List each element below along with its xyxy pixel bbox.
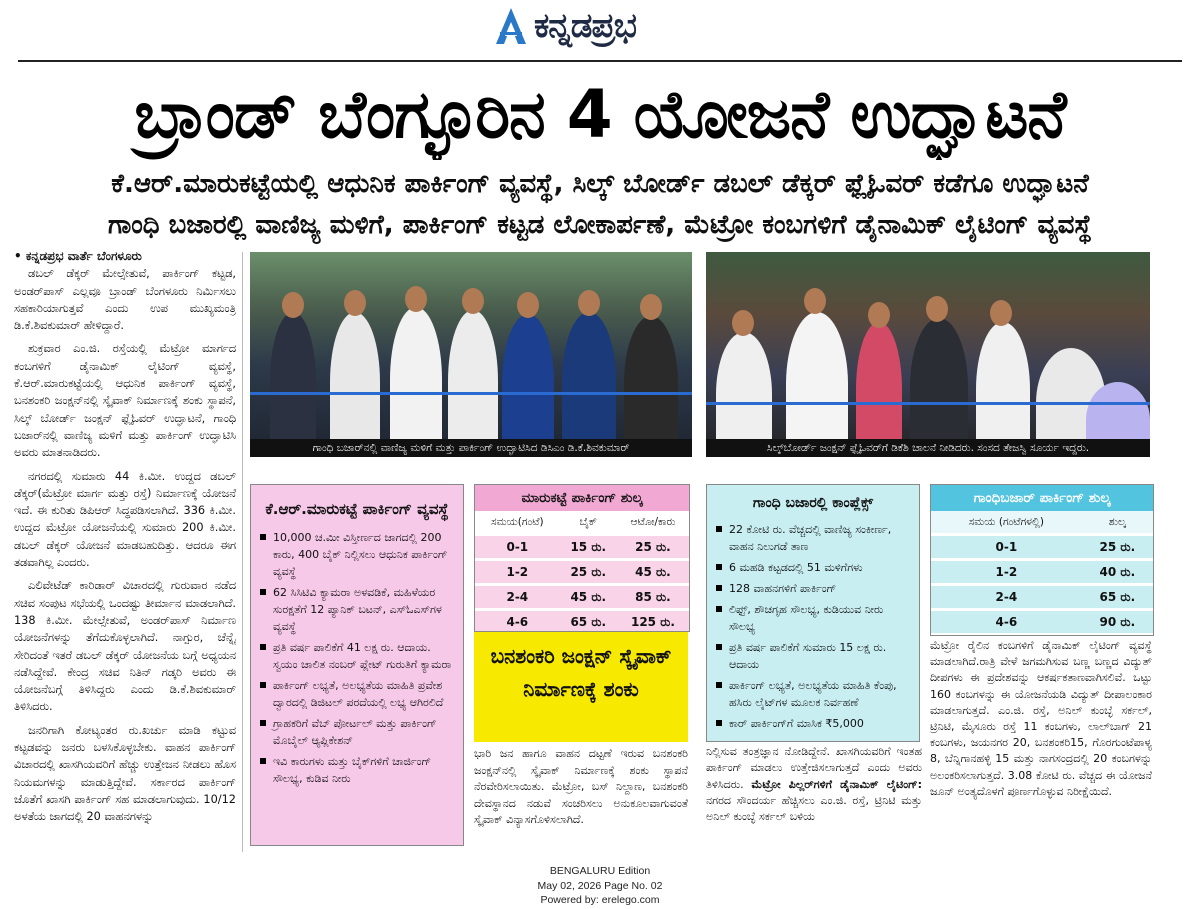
table-cell: 45 ರು. [617, 560, 689, 585]
article-text: ನಗರದ ಸೌಂದರ್ಯ ಹೆಚ್ಚಿಸಲು ಎಂ.ಜಿ. ರಸ್ತೆ, ಟ್ರಿನಿಟಿ ಮತ್ತು ಅನಿಲ್ ಕುಂಬ್ಳೆ ಸರ್ಕಲ್ ಬಳಿಯ [706, 793, 922, 824]
gandhi-bazaar-complex-box [706, 484, 920, 742]
edition-footer [500, 864, 700, 908]
column-divider [242, 252, 243, 852]
article-paragraph: ಜನರಿಗಾಗಿ ಕೋಟ್ಯಂತರ ರು.ಖರ್ಚು ಮಾಡಿ ಕಟ್ಟುವ ಕಟ್ಟಡವನ್ನು ಜನರು ಬಳಸಿಕೊಳ್ಳಬೇಕು. ವಾಹನ ಪಾರ್ಕಿಂಗ್ ವಿಚಾರದಲ್ಲಿ ಖಾಸಗಿಯವರಿಗೆ ಹೆಚ್ಚು ಉತ್ತೇಜನ ನೀಡಲು ಹೊಸ ನಿಯಮಗಳನ್ನು ಮಾಡುತ್ತಿದ್ದೇವೆ. ಸರ್ಕಾರದ ಪಾರ್ಕಿಂಗ್ ಜೊತೆಗೆ ಖಾಸಗಿ ಪಾರ್ಕಿಂಗ್ ಸಹ ಮಾಡಲಾಗುವುದು. 10/12 ಅಳತೆಯ ಜಾಗದಲ್ಲಿ 20 ವಾಹನಗಳನ್ನು [14, 723, 236, 824]
subheadline-1: ಕೆ.ಆರ್.ಮಾರುಕಟ್ಟೆಯಲ್ಲಿ ಆಧುನಿಕ ಪಾರ್ಕಿಂಗ್ ವ್ಯವಸ್ಥೆ, ಸಿಲ್ಕ್ ಬೋರ್ಡ್ ಡಬಲ್ ಡೆಕ್ಕರ್ ಫ್ಲೈಓವರ್ ಕಡೆಗೂ ಉದ್ಘಾಟನೆ [111, 169, 1089, 199]
table-row [475, 585, 689, 610]
header-cell: ಸಮಯ (ಗಂಟೆಗಳಲ್ಲಿ) [931, 511, 1082, 535]
subhead-label: ಮೆಟ್ರೋ ಪಿಲ್ಲರ್‌ಗಳಿಗೆ ಡೈನಾಮಿಕ್ ಲೈಟಿಂಗ್: [751, 777, 922, 791]
table-cell: 25 ರು. [560, 560, 617, 585]
article-paragraph: ಡಬಲ್ ಡೆಕ್ಕರ್ ಮೇಲ್ಸೇತುವೆ, ಪಾರ್ಕಿಂಗ್ ಕಟ್ಟಡ, ಅಂಡರ್‌ಪಾಸ್ ಎಲ್ಲವೂ ಬ್ರಾಂಡ್ ಬೆಂಗಳೂರು ನಿರ್ಮಿಸಲು ಸಹಕಾರಿಯಾಗುತ್ತವೆ ಎಂದು ಉಪ ಮುಖ್ಯಮಂತ್ರಿ ಡಿ.ಕೆ.ಶಿವಕುಮಾರ್ ಹೇಳಿದ್ದಾರೆ. [14, 267, 236, 333]
table-cell: 2-4 [475, 585, 560, 610]
table-row [475, 560, 689, 585]
box-title: ಗಾಂಧಿ ಬಜಾರಲ್ಲಿ ಕಾಂಪ್ಲೆಕ್ಸ್ [752, 495, 874, 511]
left-article-column [14, 248, 236, 860]
list-item: 22 ಕೋಟಿ ರು. ವೆಚ್ಚದಲ್ಲಿ ವಾಣಿಜ್ಯ ಸಂಕೀರ್ಣ, ವಾಹನ ನಿಲುಗಡೆ ತಾಣ [729, 521, 911, 555]
table-cell: 0-1 [931, 535, 1082, 560]
table-cell: 0-1 [475, 535, 560, 560]
list-item: ಕಾರ್ ಪಾರ್ಕಿಂಗ್‌ಗೆ ಮಾಸಿಕ ₹5,000 [729, 715, 911, 732]
table-header-row [931, 511, 1153, 535]
table-row [931, 585, 1153, 610]
header-cell: ಸಮಯ(ಗಂಟೆ) [491, 515, 544, 528]
byline: • ಕನ್ನಡಪ್ರಭ ವಾರ್ತೆ ಬೆಂಗಳೂರು [14, 249, 142, 263]
fee-table [931, 511, 1153, 633]
market-parking-fee-table [474, 484, 690, 632]
table-cell: 85 ರು. [617, 585, 689, 610]
kr-market-parking-box [250, 484, 464, 846]
list-item: ಪಾರ್ಕಿಂಗ್ ಲಭ್ಯತೆ, ಅಲಭ್ಯತೆಯ ಮಾಹಿತಿ ಪ್ರವೇಶ ದ್ವಾರದಲ್ಲಿ ಡಿಜಿಟಲ್ ಪರದೆಯಲ್ಲಿ ಲಭ್ಯ ಆಗಿರಲಿದೆ [273, 677, 455, 711]
header-cell: ಶುಲ್ಕ [1082, 511, 1153, 535]
photo-gandhi-bazaar-inauguration [250, 252, 692, 457]
gandhi-bazaar-article-text [706, 744, 922, 858]
article-paragraph: ಎಲಿವೇಟೆಡ್ ಕಾರಿಡಾರ್ ವಿಚಾರದಲ್ಲಿ ಗುರುವಾರ ನಡೆದ ಸಚಿವ ಸಂಪುಟ ಸಭೆಯಲ್ಲಿ ಒಂದಷ್ಟು ತೀರ್ಮಾನ ಮಾಡಲಾಗಿದೆ. 138 ಕಿ.ಮೀ. ಮೇಲ್ಸೇತುವೆ, ಅಂಡರ್‌ಪಾಸ್ ನಿರ್ಮಾಣ ಯೋಜನೆಗಳನ್ನು ತೆಗೆದುಕೊಳ್ಳಲಾಗಿದೆ. ನಾಗ್ಪುರ, ಚೆನ್ನೈ ಸೇರಿದಂತೆ ಇತರೆ ಡಬಲ್ ಡೆಕ್ಕರ್ ಯೋಜನೆಯ ಬಗ್ಗೆ ಅಧ್ಯಯನ ನಡೆಸಿದ್ದೇವೆ. ಕೇಂದ್ರ ಸಚಿವ ನಿತಿನ್ ಗಡ್ಕರಿ ಅವರು ಈ ಯೋಜನೆಬಗ್ಗೆ ತಿಳಿಸಿದ್ದರು ಎಂದು ಡಿ.ಕೆ.ಶಿವಕುಮಾರ್ ತಿಳಿಸಿದರು. [14, 579, 236, 714]
gandhi-bazaar-parking-fee-table [930, 484, 1154, 636]
subheadline-2: ಗಾಂಧಿ ಬಜಾರಲ್ಲಿ ವಾಣಿಜ್ಯ ಮಳಿಗೆ, ಪಾರ್ಕಿಂಗ್ ಕಟ್ಟಡ ಲೋಕಾರ್ಪಣೆ, ಮೆಟ್ರೋ ಕಂಬಗಳಿಗೆ ಡೈನಾಮಿಕ್ ಲೈಟಿಂಗ್ ವ್ಯವಸ್ಥೆ [108, 210, 1092, 240]
table-row [931, 535, 1153, 560]
table-cell: 25 ರು. [1082, 535, 1153, 560]
table-title: ಗಾಂಧಿಬಜಾರ್ ಪಾರ್ಕಿಂಗ್ ಶುಲ್ಕ [931, 485, 1153, 511]
table-header-row [475, 511, 689, 535]
header-cell: ಆಟೋ/ಕಾರು [630, 515, 676, 528]
list-item: ಇವಿ ಕಾರುಗಳು ಮತ್ತು ಬೈಕ್‌ಗಳಿಗೆ ಚಾರ್ಜಿಂಗ್ ಸೌಲಭ್ಯ, ಕುಡಿವ ನೀರು [273, 753, 455, 787]
list-item: ಲಿಫ್ಟ್, ಶೌಚಗೃಹ ಸೌಲಭ್ಯ, ಕುಡಿಯುವ ನೀರು ಸೌಲಭ್ಯ [729, 601, 911, 635]
banashankari-skywalk-box [474, 632, 688, 742]
table-row [475, 610, 689, 633]
table-title: ಮಾರುಕಟ್ಟೆ ಪಾರ್ಕಿಂಗ್ ಶುಲ್ಕ [475, 485, 689, 511]
list-item: 10,000 ಚ.ಮೀ ವಿಸ್ತೀರ್ಣದ ಜಾಗದಲ್ಲಿ 200 ಕಾರು, 400 ಬೈಕ್ ನಿಲ್ಲಿಸಲು ಆಧುನಿಕ ಪಾರ್ಕಿಂಗ್ ವ್ಯವಸ್ಥೆ [273, 529, 455, 580]
date-page-label: May 02, 2026 Page No. 02 [537, 879, 663, 892]
box-title: ಬನಶಂಕರಿ ಜಂಕ್ಷನ್ ಸ್ಕೈವಾಕ್ ನಿರ್ಮಾಣಕ್ಕೆ ಶಂಕು [490, 644, 672, 701]
table-cell: 25 ರು. [617, 535, 689, 560]
list-item: ಪ್ರತಿ ವರ್ಷ ಪಾಲಿಕೆಗೆ ಸುಮಾರು 15 ಲಕ್ಷ ರು. ಆದಾಯ [729, 639, 911, 673]
table-cell: 15 ರು. [560, 535, 617, 560]
table-cell: 125 ರು. [617, 610, 689, 633]
table-cell: 2-4 [931, 585, 1082, 610]
table-cell: 40 ರು. [1082, 560, 1153, 585]
edition-label: BENGALURU Edition [549, 865, 651, 877]
masthead-title: ಕನ್ನಡಪ್ರಭ [534, 6, 636, 46]
list-item: ಪಾರ್ಕಿಂಗ್ ಲಭ್ಯತೆ, ಅಲಭ್ಯತೆಯ ಮಾಹಿತಿ ಕೆಂಪು, ಹಸಿರು ಲೈಟ್‌ಗಳ ಮೂಲಕ ನಿರ್ವಹಣೆ [729, 677, 911, 711]
list-item: 128 ವಾಹನಗಳಿಗೆ ಪಾರ್ಕಿಂಗ್ [729, 580, 911, 597]
box-title: ಕೆ.ಆರ್.ಮಾರುಕಟ್ಟೆ ಪಾರ್ಕಿಂಗ್ ವ್ಯವಸ್ಥೆ [265, 500, 449, 518]
article-paragraph: ಶುಕ್ರವಾರ ಎಂ.ಜಿ. ರಸ್ತೆಯಲ್ಲಿ ಮೆಟ್ರೋ ಮಾರ್ಗದ ಕಂಬಗಳಿಗೆ ಡೈನಾಮಿಕ್ ಲೈಟಿಂಗ್ ವ್ಯವಸ್ಥೆ, ಕೆ.ಆರ್.ಮಾರುಕಟ್ಟೆಯಲ್ಲಿ ಆಧುನಿಕ ಪಾರ್ಕಿಂಗ್ ವ್ಯವಸ್ಥೆ, ಬನಶಂಕರಿ ಜಂಕ್ಷನ್‌ನಲ್ಲಿ ಸ್ಕೈವಾಕ್ ನಿರ್ಮಾಣಕ್ಕೆ ಶಂಕು ಸ್ಥಾಪನೆ, ಸಿಲ್ಕ್ ಬೋರ್ಡ್ ಜಂಕ್ಷನ್ ಫ್ಲೈಓವರ್ ಉದ್ಘಾಟನೆ, ಗಾಂಧಿ ಬಜಾರ್‌ನಲ್ಲಿ ವಾಣಿಜ್ಯ ಮಳಿಗೆ ಮತ್ತು ಪಾರ್ಕಿಂಗ್ ಉದ್ಘಾಟಿಸಿ ಅವರು ಮಾತನಾಡಿದರು. [14, 342, 236, 460]
masthead [0, 0, 1200, 62]
banashankari-article-text: ಭಾರಿ ಜನ ಹಾಗೂ ವಾಹನ ದಟ್ಟಣೆ ಇರುವ ಬನಶಂಕರಿ ಜಂಕ್ಷನ್‌ನಲ್ಲಿ ಸ್ಕೈವಾಕ್ ನಿರ್ಮಾಣಕ್ಕೆ ಶಂಕು ಸ್ಥಾಪನೆ ನೆರವೇರಿಸಲಾಯಿತು. ಮೆಟ್ರೋ, ಬಸ್ ನಿಲ್ದಾಣ, ಬನಶಂಕರಿ ದೇವಸ್ಥಾನದ ನಡುವೆ ಸಂಚರಿಸಲು ಅನುಕೂಲವಾಗುವಂತೆ ಸ್ಕೈವಾಕ್ ವಿನ್ಯಾಸಗೊಳಿಸಲಾಗಿದೆ. [474, 747, 688, 826]
list-item: ಗ್ರಾಹಕರಿಗೆ ವೆಬ್ ಪೋರ್ಟಲ್ ಮತ್ತು ಪಾರ್ಕಿಂಗ್ ಮೊಬೈಲ್ ಆ್ಯಪ್ಲಿಕೇಶನ್ [273, 715, 455, 749]
powered-by-label: Powered by: erelego.com [540, 894, 660, 906]
photo-caption: ಸಿಲ್ಕ್‌ಬೋರ್ಡ್ ಜಂಕ್ಷನ್ ಫ್ಲೈಓವರ್‌ಗೆ ಡಿಕೆಶಿ ಚಾಲನೆ ನೀಡಿದರು. ಸಂಸದ ತೇಜಸ್ವಿ ಸೂರ್ಯ ಇದ್ದರು. [706, 439, 1150, 457]
gandhi-bazaar-features [707, 521, 919, 732]
list-item: 62 ಸಿಸಿಟಿವಿ ಕ್ಯಾಮರಾ ಅಳವಡಿಕೆ, ಮಹಿಳೆಯರ ಸುರಕ್ಷತೆಗೆ 12 ಪ್ಯಾನಿಕ್ ಬಟನ್, ಎಸ್‌ಓಎಸ್‌ಗಳ ವ್ಯವಸ್ಥೆ [273, 584, 455, 635]
table-cell: 1-2 [475, 560, 560, 585]
photo-caption: ಗಾಂಧಿ ಬಜಾರ್‌ನಲ್ಲಿ ವಾಣಿಜ್ಯ ಮಳಿಗೆ ಮತ್ತು ಪಾರ್ಕಿಂಗ್ ಉದ್ಘಾಟಿಸಿದ ಡಿಸಿಎಂ ಡಿ.ಕೆ.ಶಿವಕುಮಾರ್ [250, 439, 692, 457]
table-cell: 90 ರು. [1082, 610, 1153, 634]
header-cell: ಬೈಕ್ [579, 515, 597, 528]
kannadaprabha-logo-icon [496, 8, 526, 44]
list-item: 6 ಮಹಡಿ ಕಟ್ಟಡದಲ್ಲಿ 51 ಮಳಿಗೆಗಳು [729, 559, 911, 576]
table-cell: 4-6 [475, 610, 560, 633]
table-cell: 4-6 [931, 610, 1082, 634]
article-paragraph: ನಗರದಲ್ಲಿ ಸುಮಾರು 44 ಕಿ.ಮೀ. ಉದ್ದದ ಡಬಲ್ ಡೆಕ್ಕರ್(ಮೆಟ್ರೋ ಮಾರ್ಗ ಮತ್ತು ರಸ್ತೆ) ನಿರ್ಮಾಣಕ್ಕೆ ಯೋಜನೆ ಇದೆ. ಈ ಕುರಿತು ಡಿಪಿಆರ್ ಸಿದ್ಧಪಡಿಸಲಾಗಿದೆ. 336 ಕಿ.ಮೀ. ಉದ್ದದ ಮೆಟ್ರೋ ಯೋಜನೆಯಲ್ಲಿ ಸುಮಾರು 200 ಕಿ.ಮೀ. ಡಬಲ್ ಡೆಕ್ಕರ್ ಯೋಜನೆ ಮಾಡಬಹುದಿತ್ತು. ಆದರೂ ಈಗ ತಡವಾಗಿಲ್ಲ ಎಂದರು. [14, 469, 236, 570]
table-row [931, 610, 1153, 634]
list-item: ಪ್ರತಿ ವರ್ಷ ಪಾಲಿಕೆಗೆ 41 ಲಕ್ಷ ರು. ಆದಾಯ. ಸ್ವಯಂ ಚಾಲಿತ ನಂಬರ್ ಪ್ಲೇಟ್ ಗುರುತಿಗೆ ಕ್ಯಾಮರಾ [273, 639, 455, 673]
table-row [931, 560, 1153, 585]
photo-silkboard-flyover-inauguration [706, 252, 1150, 457]
table-cell: 1-2 [931, 560, 1082, 585]
kr-market-features [251, 529, 463, 787]
metro-lighting-article-text: ಮೆಟ್ರೋ ರೈಲಿನ ಕಂಬಗಳಿಗೆ ಡೈನಾಮಿಕ್ ಲೈಟಿಂಗ್ ವ್ಯವಸ್ಥೆ ಮಾಡಲಾಗಿದೆ.ರಾತ್ರಿ ವೇಳೆ ಜಗಮಗಿಸುವ ಬಣ್ಣ ಬಣ್ಣದ ವಿದ್ಯುತ್ ದೀಪಗಳು ಈ ಪ್ರದೇಶವನ್ನು ಆಕರ್ಷಕತಾಣವಾಗಿಸಲಿವೆ. ಒಟ್ಟು 160 ಕಂಬಗಳನ್ನು ಈ ಯೋಜನೆಯಡಿ ವಿದ್ಯುತ್ ದೀಪಾಲಂಕಾರ ಮಾಡಲಾಗುತ್ತದೆ. ಎಂ.ಜಿ. ರಸ್ತೆ, ಅನಿಲ್ ಕುಂಬ್ಳೆ ಸರ್ಕಲ್, ಟ್ರಿನಿಟಿ, ಮೈಸೂರು ರಸ್ತೆ 11 ಕಂಬಗಳು, ಲಾಲ್‌ಬಾಗ್ 21 ಕಂಬಗಳು, ಜಯನಗರ 20, ಬನಶಂಕರಿ15, ಗೊರಗುಂಟೆಪಾಳ್ಯ 8, ಬೆನ್ನಿಗಾನಹಳ್ಳಿ 15 ಮತ್ತು ನಾಗಸಂದ್ರದಲ್ಲಿ 20 ಕಂಬಗಳನ್ನು ಅಲಂಕರಿಸಲಾಗುತ್ತದೆ. 3.08 ಕೋಟಿ ರು. ವೆಚ್ಚದ ಈ ಯೋಜನೆ ಜೂನ್ ಅಂತ್ಯದೊಳಗೆ ಪೂರ್ಣಗೊಳ್ಳುವ ನಿರೀಕ್ಷೆಯಿದೆ. [930, 639, 1152, 798]
masthead-rule [18, 60, 1182, 62]
table-cell: 65 ರು. [560, 610, 617, 633]
table-cell: 45 ರು. [560, 585, 617, 610]
headline: ಬ್ರಾಂಡ್ ಬೆಂಗ್ಳೂರಿನ 4 ಯೋಜನೆ ಉದ್ಘಾಟನೆ [134, 76, 1066, 153]
article-text: ನಿಲ್ಲಿಸುವ ತಂತ್ರಜ್ಞಾನ ನೋಡಿದ್ದೇನೆ. ಖಾಸಗಿಯವರಿಗೆ ಇಂತಹ ಪಾರ್ಕಿಂಗ್ ಮಾಡಲು ಉತ್ತೇಜಿಸಲಾಗುತ್ತದೆ ಎಂದು ಅವರು ತಿಳಿಸಿದರು. [706, 745, 922, 791]
fee-table [475, 511, 689, 632]
table-cell: 65 ರು. [1082, 585, 1153, 610]
table-row [475, 535, 689, 560]
